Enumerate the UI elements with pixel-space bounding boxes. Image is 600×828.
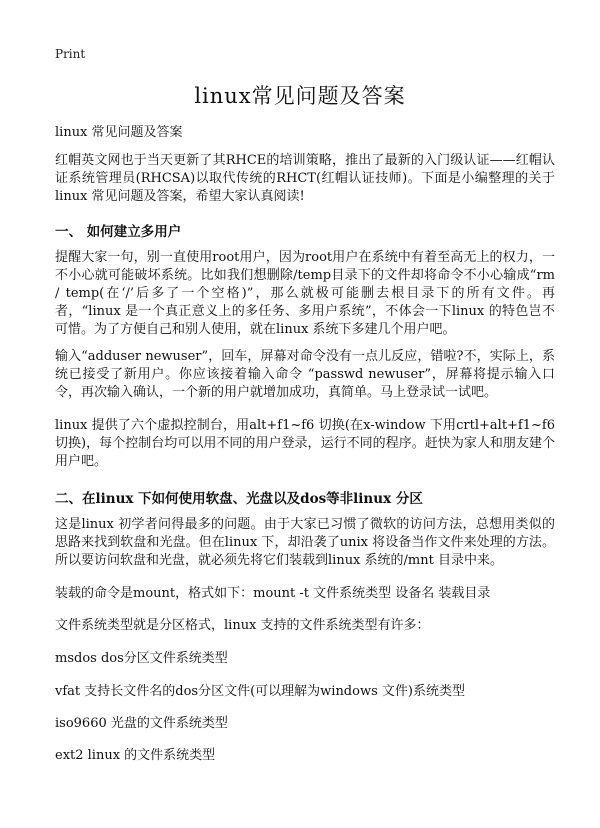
print-label: Print — [55, 47, 86, 61]
document-title: linux常见问题及答案 — [194, 84, 406, 108]
fs-type-item: ext2 linux 的文件系统类型 — [55, 748, 216, 763]
filesystem-types-intro: 文件系统类型就是分区格式，linux 支持的文件系统类型有许多： — [55, 618, 430, 633]
section-1-paragraph-3: linux 提供了六个虚拟控制台，用alt+f1~f6 切换(在x-window 下用crtl+alt+f1~f6 切换)，每个控制台均可以用不同的用户登录，运行不同的程序。赶快为家人和朋友建个用户吧。 — [55, 418, 555, 469]
mount-command-line: 装载的命令是mount，格式如下：mount -t 文件系统类型 设备名 装载目录 — [55, 586, 491, 601]
section-1-paragraph-1: 提醒大家一句，别一直使用root用户，因为root用户在系统中有着至高无上的权力，一不小心就可能破坏系统。比如我们想删除/temp目录下的文件却将命令不小心输成“rm / temp(在‘/’后多了一个空格)”，那么就极可能删去根目录下的所有文件。再者，“linux 是一个真正意义上的多任务、多用户系统”，不体会一下linux 的特色岂不可惜。为了方便自己和别人使用，就在linux 系统下多建几个用户吧。 — [55, 250, 555, 337]
section-1-heading: 一、 如何建立多用户 — [55, 224, 182, 240]
document-subtitle: linux 常见问题及答案 — [55, 125, 183, 140]
fs-type-item: vfat 支持长文件名的dos分区文件(可以理解为windows 文件)系统类型 — [55, 684, 465, 699]
section-2-paragraph-1: 这是linux 初学者问得最多的问题。由于大家已习惯了微软的访问方法，总想用类似的思路来找到软盘和光盘。但在linux 下，却沿袭了unix 将设备当作文件来处理的方法。所以要访问软盘和光盘，就必须先将它们装载到linux 系统的/mnt 目录中来。 — [55, 517, 555, 568]
fs-type-item: msdos dos分区文件系统类型 — [55, 651, 228, 666]
intro-paragraph: 红帽英文网也于当天更新了其RHCE的培训策略，推出了最新的入门级认证——红帽认证系统管理员(RHCSA)以取代传统的RHCT(红帽认证技师)。下面是小编整理的关于linux 常见问题及答案，希望大家认真阅读! — [55, 153, 555, 204]
fs-type-item: iso9660 光盘的文件系统类型 — [55, 716, 228, 731]
section-1-paragraph-2: 输入“adduser newuser”，回车，屏幕对命令没有一点儿反应，错啦?不，实际上，系统已接受了新用户。你应该接着输入命令 “passwd newuser”，屏幕将提示输入口令，再次输入确认，一个新的用户就增加成功，真简单。马上登录试一试吧。 — [55, 349, 555, 400]
section-2-heading: 二、在linux 下如何使用软盘、光盘以及dos等非linux 分区 — [55, 491, 423, 507]
